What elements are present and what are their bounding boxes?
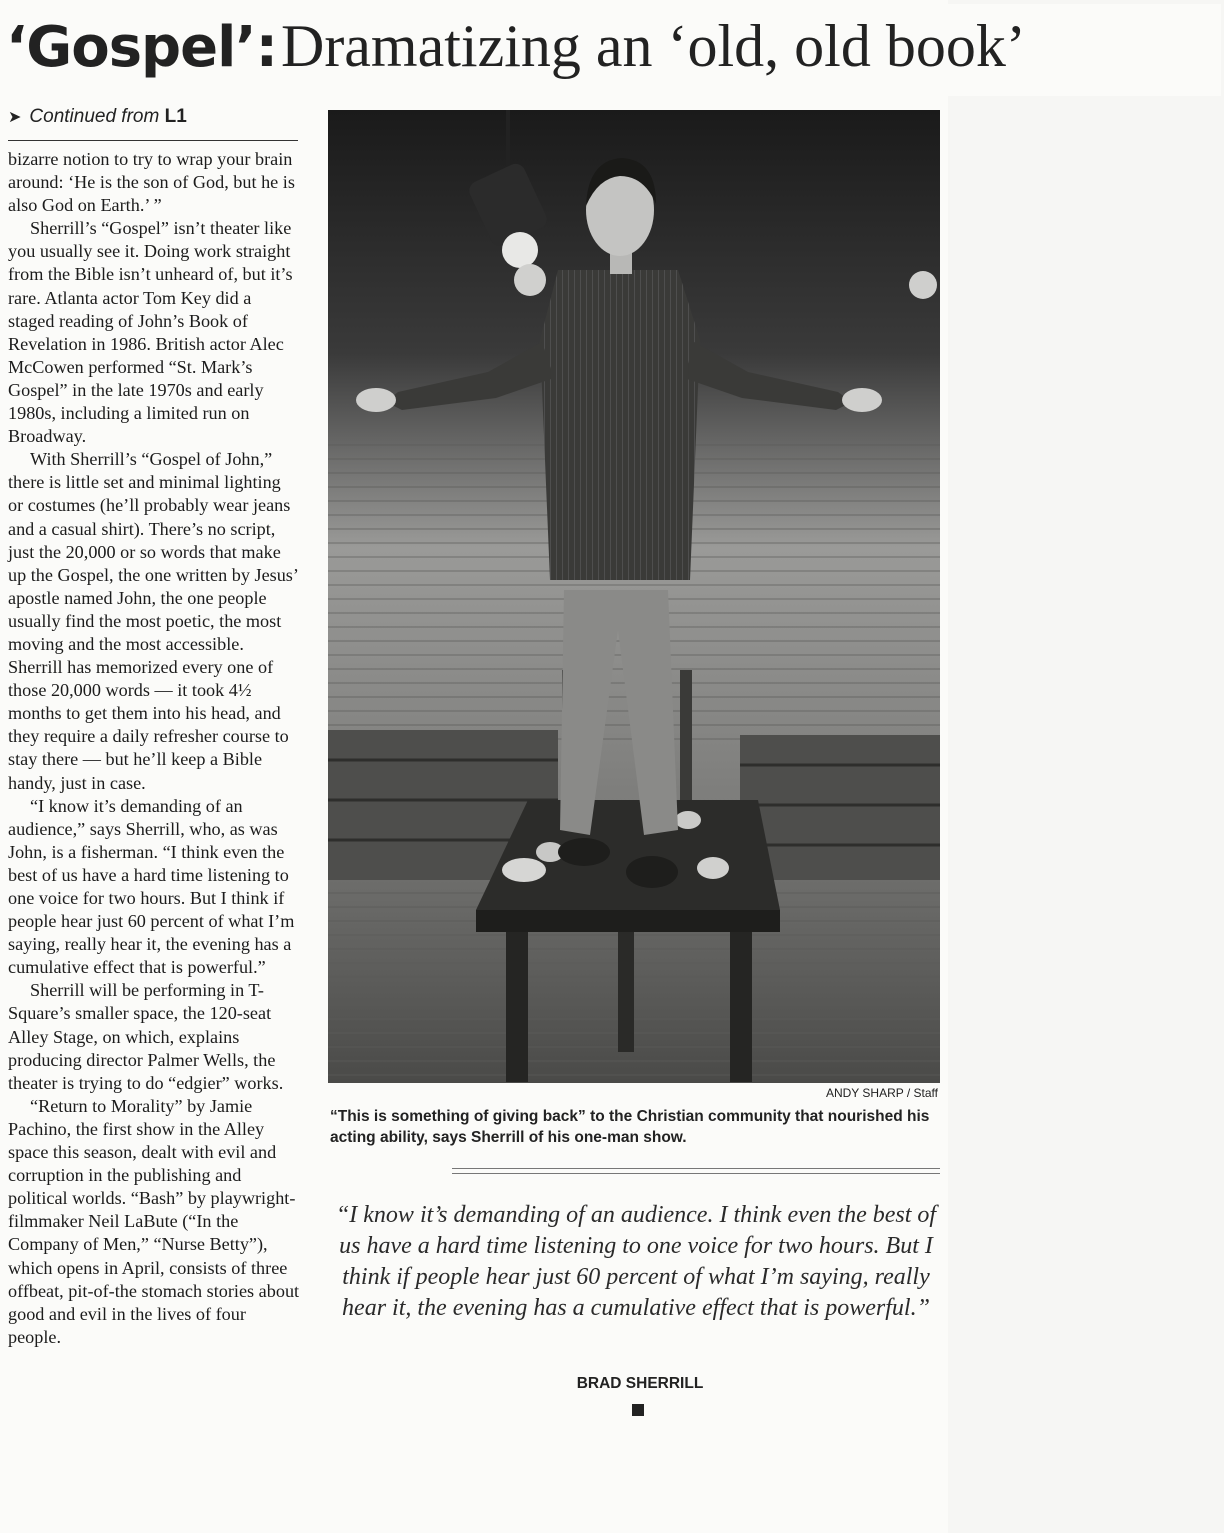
column-rule (8, 140, 298, 141)
pull-quote: “I know it’s demanding of an audience. I think even the best of us have a hard time listening to one voice for two hours. But I think if people hear just 60 percent of what I’m saying, really hear it, the evening has a cumulative effect that is powerful.” (335, 1202, 937, 1321)
body-paragraph: Sherrill’s “Gospel” isn’t theater like you usually see it. Doing work straight from the Bible isn’t unheard of, but it’s rare. Atlanta actor Tom Key did a staged reading of John’s Book of Revelation in 1986. British actor Alec McCowen performed “St. Mark’s Gospel” in the late 1970s and early 1980s, including a limited run on Broadway. (8, 218, 293, 447)
article-photo (328, 110, 940, 1083)
stage-light-icon (909, 271, 937, 299)
pull-quote-attribution: BRAD SHERRILL (576, 1375, 704, 1392)
photo-caption: “This is something of giving back” to the Christian community that nourished his acting ability, says Sherrill of his one-man show. (330, 1108, 930, 1146)
continued-label: Continued from (29, 106, 160, 127)
photo-illustration (328, 110, 940, 1083)
body-paragraph: bizarre notion to try to wrap your brain around: ‘He is the son of God, but he is also God on Earth.’ ” (8, 149, 295, 216)
headline-quoted-title: ‘Gospel’: (6, 15, 277, 80)
headline (6, 4, 1221, 96)
body-paragraph: With Sherrill’s “Gospel of John,” there is little set and minimal lighting or costumes (he’ll probably wear jeans and a casual shirt). There’s no script, just the 20,000 or so words that make up the Gospel, the one written by Jesus’ apostle named John, the one people usually find the most poetic, the most moving and the most accessible. Sherrill has memorized every one of those 20,000 words — it took 4½ months to get them into his head, and they require a daily refresher course to stay there — but he’ll keep a Bible handy, just in case. (8, 449, 298, 793)
body-paragraph: “Return to Morality” by Jamie Pachino, the first show in the Alley space this season, dealt with evil and corruption in the publishing and political worlds. “Bash” by playwright-filmmaker Neil LaBute (“In the Company of Men,” “Nurse Betty”), which opens in April, consists of three offbeat, pit-of-the stomach stories about good and evil in the lives of four people. (8, 1095, 300, 1347)
article-body (8, 148, 300, 1349)
continued-page: L1 (164, 106, 187, 127)
arrow-icon: ➤ (8, 109, 22, 126)
continued-from-jump (8, 106, 298, 128)
divider-rule (452, 1168, 940, 1169)
headline-subtitle: Dramatizing an ‘old, old book’ (280, 13, 1026, 79)
end-mark-icon (632, 1404, 644, 1416)
right-bench (740, 735, 940, 880)
table (476, 800, 780, 1082)
photo-credit: ANDY SHARP / Staff (825, 1086, 938, 1100)
body-paragraph: “I know it’s demanding of an audience,” says Sherrill, who, as was John, is a fisherman. “I think even the best of us have a hard time listening to one voice for two hours. But I think if people hear just 60 percent of what I’m saying, really hear it, the evening has a cumulative effect that is powerful.” (8, 795, 295, 978)
body-paragraph: Sherrill will be performing in T-Square’s smaller space, the 120-seat Alley Stage, on which, explains producing director Palmer Wells, the theater is trying to do “edgier” works. (8, 980, 284, 1093)
divider-rule (452, 1173, 940, 1174)
